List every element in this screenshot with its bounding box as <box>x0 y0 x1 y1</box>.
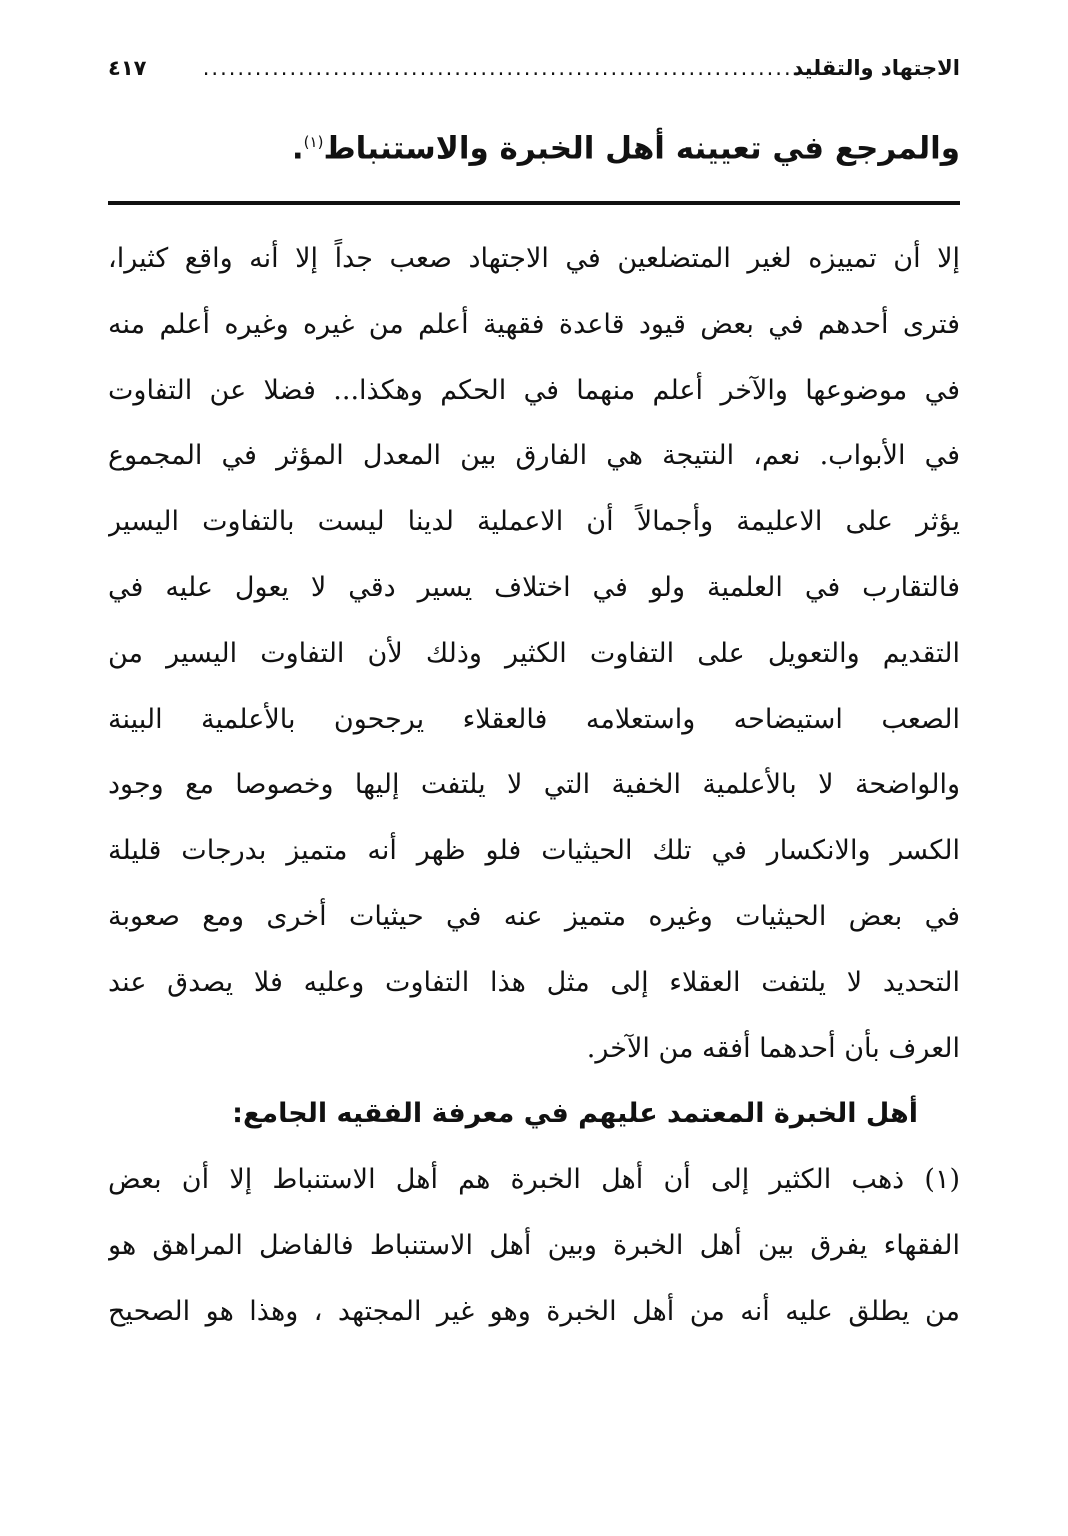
main-text-period: . <box>291 130 304 167</box>
footnote-separator-rule <box>108 201 960 205</box>
footnote-line: العرف بأن أحدهما أفقه من الآخر. <box>586 1032 960 1064</box>
footnote-line: في الأبواب. نعم، النتيجة هي الفارق بين المعدل المؤثر في المجموع <box>108 440 960 472</box>
footnote-line: الصعب استيضاحه واستعلامه فالعقلاء يرجحون بالأعلمية البينة <box>108 703 960 735</box>
footnote-section-heading: أهل الخبرة المعتمد عليهم في معرفة الفقيه الجامع: <box>232 1098 918 1130</box>
footnote-line: إلا أن تمييزه لغير المتضلعين في الاجتهاد صعب جداً إلا أنه واقع كثيرا، <box>108 243 960 274</box>
footnote-line: فترى أحدهم في بعض قيود قاعدة فقهية أعلم من غيره وغيره أعلم منه <box>108 308 960 340</box>
footnote-line: في بعض الحيثيات وغيره متميز عنه في حيثيات أخرى ومع صعوبة <box>108 900 960 932</box>
footnote-line: التقديم والتعويل على التفاوت الكثير وذلك لأن التفاوت اليسير من <box>108 637 960 669</box>
footnote-line: من يطلق عليه أنه من أهل الخبرة وهو غير المجتهد ، وهذا هو الصحيح <box>108 1295 960 1327</box>
main-text: والمرجع في تعيينه أهل الخبرة والاستنباط <box>323 130 960 167</box>
footnote-line: (١) ذهب الكثير إلى أن أهل الخبرة هم أهل الاستنباط إلا أن بعض <box>108 1164 960 1196</box>
footnote-block <box>108 226 960 1345</box>
footnote-line: الفقهاء يفرق بين أهل الخبرة وبين أهل الاستنباط فالفاضل المراهق هو <box>108 1229 960 1261</box>
footnote-line: فالتقارب في العلمية ولو في اختلاف يسير دقي لا يعول عليه في <box>108 571 960 603</box>
running-header-leader-dots: ...................................................................... <box>202 56 810 80</box>
running-header-title: الاجتهاد والتقليد <box>792 56 960 80</box>
page-number: ٤١٧ <box>108 56 147 80</box>
footnote-line: يؤثر على الاعليمة وأجمالاً أن الاعملية لدينا ليست بالتفاوت اليسير <box>108 506 960 538</box>
footnote-line: والواضحة لا بالأعلمية الخفية التي لا يلتفت إليها وخصوصا مع وجود <box>108 769 960 801</box>
footnote-line: الكسر والانكسار في تلك الحيثيات فلو ظهر أنه متميز بدرجات قليلة <box>108 835 960 867</box>
main-text-last-line <box>108 114 960 176</box>
footnote-line: التحديد لا يلتفت العقلاء إلى مثل هذا التفاوت وعليه فلا يصدق عند <box>108 966 960 998</box>
footnote-reference-marker: (١) <box>303 133 324 151</box>
footnote-line: في موضوعها والآخر أعلم منهما في الحكم وهكذا... فضلا عن التفاوت <box>108 374 960 406</box>
running-header <box>108 52 960 92</box>
